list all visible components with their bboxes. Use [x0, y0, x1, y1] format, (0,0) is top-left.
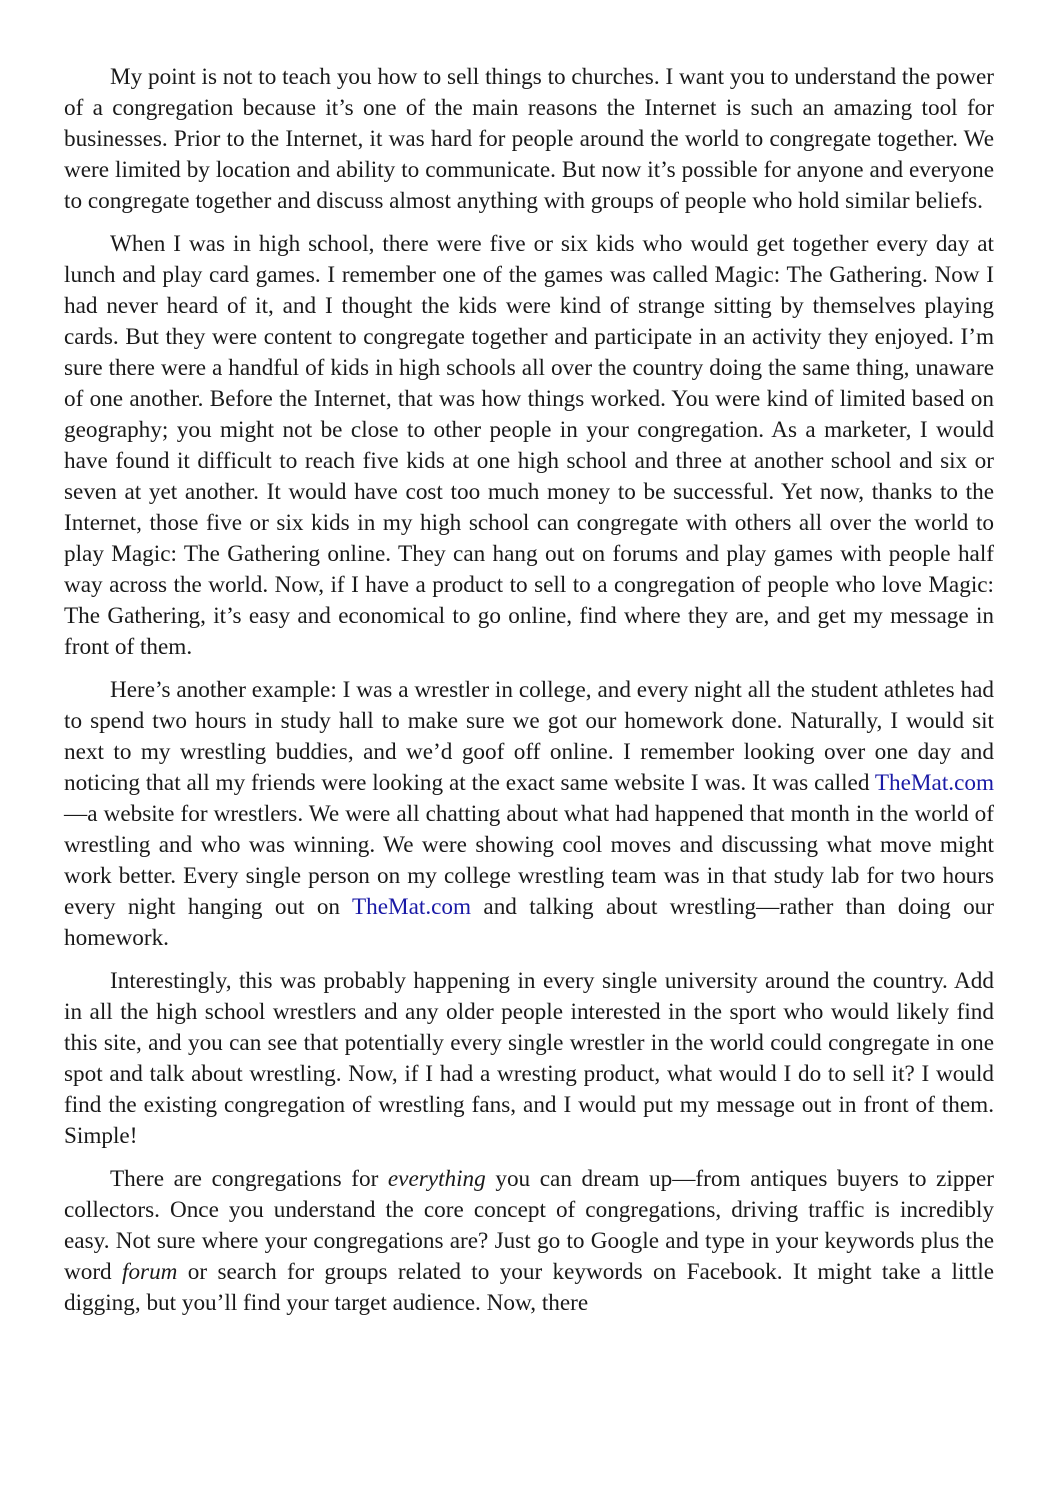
document-page: [64, 62, 994, 1331]
paragraph-text: and talking about wrestling—rather than doing our homework.: [64, 894, 994, 951]
paragraph-wrestling-example: [64, 675, 994, 954]
themat-link[interactable]: TheMat.com: [351, 894, 472, 920]
paragraph-high-school-card-games: When I was in high school, there were five or six kids who would get together every day at lunch and play card games. I remember one of the games was called Magic: The Gathering. Now I had never heard of it, and I thought the kids were kind of strange sitting by themselves playing cards. But they were content to congregate together and participate in an activity they enjoyed. I’m sure there were a handful of kids in high schools all over the country doing the same thing, unaware of one another. Before the Internet, that was how things worked. You were kind of limited based on geography; you might not be close to other people in your congregation. As a marketer, I would have found it difficult to reach five kids at one high school and three at another school and six or seven at yet another. It would have cost too much money to be successful. Yet now, thanks to the Internet, those five or six kids in my high school can congregate with others all over the world to play Magic: The Gathering online. They can hang out on forums and play games with people half way across the world. Now, if I have a product to sell to a congregation of people who love Magic: The Gathering, it’s easy and economical to go online, find where they are, and get my message in front of them.: [64, 231, 994, 660]
paragraph-congregations-everything: [64, 1164, 994, 1319]
paragraph-text: Here’s another example: I was a wrestler in college, and every night all the student athletes had to spend two hours in study hall to make sure we got our homework done. Naturally, I would sit next to my wrestling buddies, and we’d goof off online. I remember looking over one day and noticing that all my friends were looking at the exact same website I was. It was called: [64, 677, 994, 796]
paragraph-text: —a website for wrestlers. We were all chatting about what had happened that month in the world of wrestling and who was winning. We were showing cool moves and discussing what move might work better. Every single person on my college wrestling team was in that study lab for two hours every night hanging out on: [64, 801, 994, 920]
paragraph-text: There are congregations for: [110, 1166, 388, 1192]
paragraph-university-wrestlers: Interestingly, this was probably happening in every single university around the country. Add in all the high school wrestlers and any older people interested in the sport who would likely find this site, and you can see that potentially every single wrestler in the world could congregate in one spot and talk about wrestling. Now, if I had a wresting product, what would I do to sell it? I would find the existing congregation of wrestling fans, and I would put my message out in front of them. Simple!: [64, 968, 994, 1149]
emphasis-everything: everything: [387, 1166, 486, 1192]
themat-link[interactable]: TheMat.com: [874, 770, 994, 796]
paragraph-congregation-power: My point is not to teach you how to sell things to churches. I want you to understand the power of a congregation because it’s one of the main reasons the Internet is such an amazing tool for businesses. Prior to the Internet, it was hard for people around the world to congregate together. We were limited by location and ability to communicate. But now it’s possible for anyone and everyone to congregate together and discuss almost anything with groups of people who hold similar beliefs.: [64, 64, 994, 214]
paragraph-text: or search for groups related to your keywords on Facebook. It might take a little digging, but you’ll find your target audience. Now, there: [64, 1259, 994, 1316]
emphasis-forum: forum: [122, 1259, 178, 1285]
paragraph-text: you can dream up—from antiques buyers to zipper collectors. Once you understand the core concept of congregations, driving traffic is incredibly easy. Not sure where your congregations are? Just go to Google and type in your keywords plus the word: [64, 1166, 994, 1285]
